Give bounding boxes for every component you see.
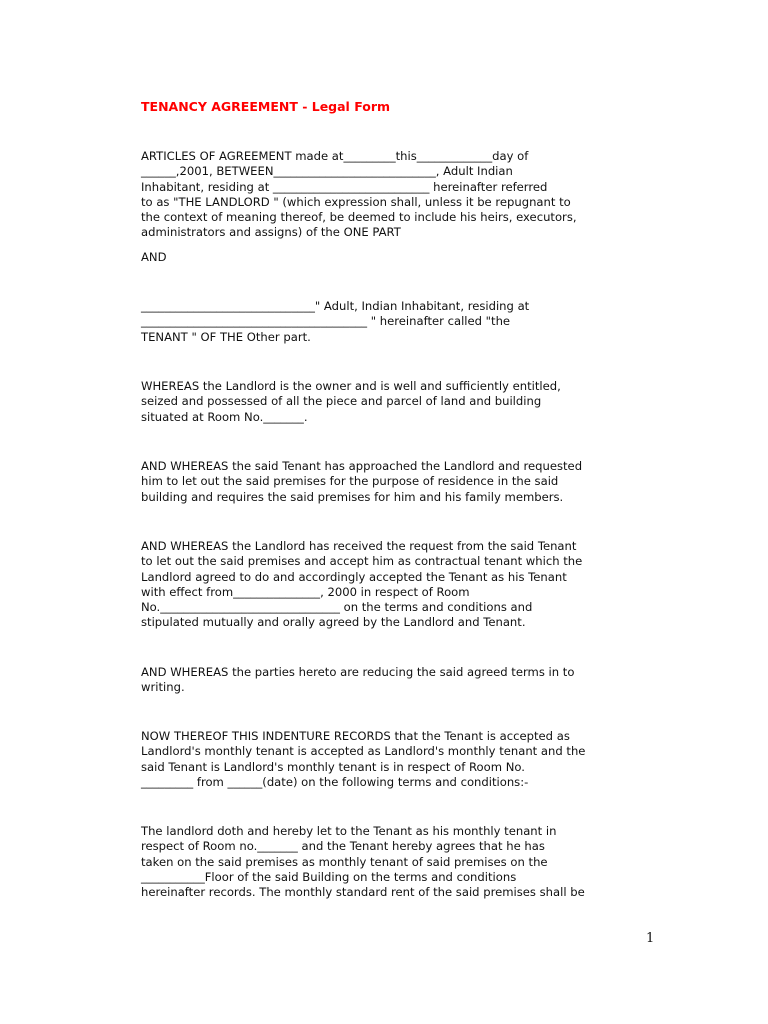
text-line: hereinafter records. The monthly standard rent of the said premises shall be: [141, 885, 585, 900]
paragraph-whereas-landlord-received: [141, 539, 661, 631]
text-line: writing.: [141, 680, 185, 695]
paragraph-whereas-reducing-terms: [141, 665, 661, 696]
text-line: AND: [141, 250, 167, 264]
text-line: building and requires the said premises for him and his family members.: [141, 489, 564, 504]
page-number: 1: [646, 931, 655, 946]
paragraph-tenant-party: [141, 299, 661, 345]
text-line: ______,2001, BETWEEN____________________________, Adult Indian: [141, 164, 513, 179]
paragraph-indenture-records: [141, 729, 661, 790]
text-line: _______________________________________ " hereinafter called "the: [141, 314, 511, 329]
text-line: respect of Room no._______ and the Tenant hereby agrees that he has: [141, 839, 545, 854]
text-line: AND WHEREAS the Landlord has received the request from the said Tenant: [141, 539, 577, 553]
text-line: ___________Floor of the said Building on the terms and conditions: [141, 869, 517, 884]
text-line: said Tenant is Landlord's monthly tenant is in respect of Room No.: [141, 759, 525, 774]
text-line: _________ from ______(date) on the following terms and conditions:-: [141, 774, 529, 789]
text-line: AND WHEREAS the said Tenant has approached the Landlord and requested: [141, 459, 583, 473]
paragraph-landlord-let: [141, 824, 661, 900]
text-line: to let out the said premises and accept him as contractual tenant which the: [141, 554, 583, 569]
text-line: ARTICLES OF AGREEMENT made at_________this_____________day of: [141, 149, 529, 163]
text-line: seized and possessed of all the piece and parcel of land and building: [141, 394, 542, 409]
text-line: taken on the said premises as monthly tenant of said premises on the: [141, 854, 548, 869]
text-line: WHEREAS the Landlord is the owner and is well and sufficiently entitled,: [141, 379, 561, 393]
text-line: TENANT " OF THE Other part.: [141, 329, 311, 344]
text-line: situated at Room No._______.: [141, 409, 308, 424]
text-line: him to let out the said premises for the purpose of residence in the said: [141, 474, 559, 489]
text-line: Landlord agreed to do and accordingly accepted the Tenant as his Tenant: [141, 569, 567, 584]
text-line: The landlord doth and hereby let to the Tenant as his monthly tenant in: [141, 824, 557, 838]
text-line: to as "THE LANDLORD " (which expression shall, unless it be repugnant to: [141, 194, 571, 209]
document-title: TENANCY AGREEMENT - Legal Form: [141, 99, 391, 114]
text-line: with effect from_______________, 2000 in respect of Room: [141, 584, 470, 599]
text-line: the context of meaning thereof, be deemed to include his heirs, executors,: [141, 210, 577, 225]
paragraph-and: [141, 250, 661, 265]
text-line: stipulated mutually and orally agreed by the Landlord and Tenant.: [141, 615, 526, 630]
text-line: Landlord's monthly tenant is accepted as Landlord's monthly tenant and the: [141, 744, 586, 759]
text-line: Inhabitant, residing at ___________________________ hereinafter referred: [141, 179, 548, 194]
text-line: ______________________________" Adult, Indian Inhabitant, residing at: [141, 299, 530, 313]
text-line: AND WHEREAS the parties hereto are reducing the said agreed terms in to: [141, 665, 575, 679]
text-line: administrators and assigns) of the ONE PART: [141, 225, 401, 240]
paragraph-whereas-tenant-request: [141, 459, 661, 505]
text-line: NOW THEREOF THIS INDENTURE RECORDS that the Tenant is accepted as: [141, 729, 570, 743]
text-line: No._______________________________ on the terms and conditions and: [141, 600, 533, 615]
paragraph-whereas-owner: [141, 379, 661, 425]
paragraph-articles-of-agreement: [141, 149, 661, 241]
